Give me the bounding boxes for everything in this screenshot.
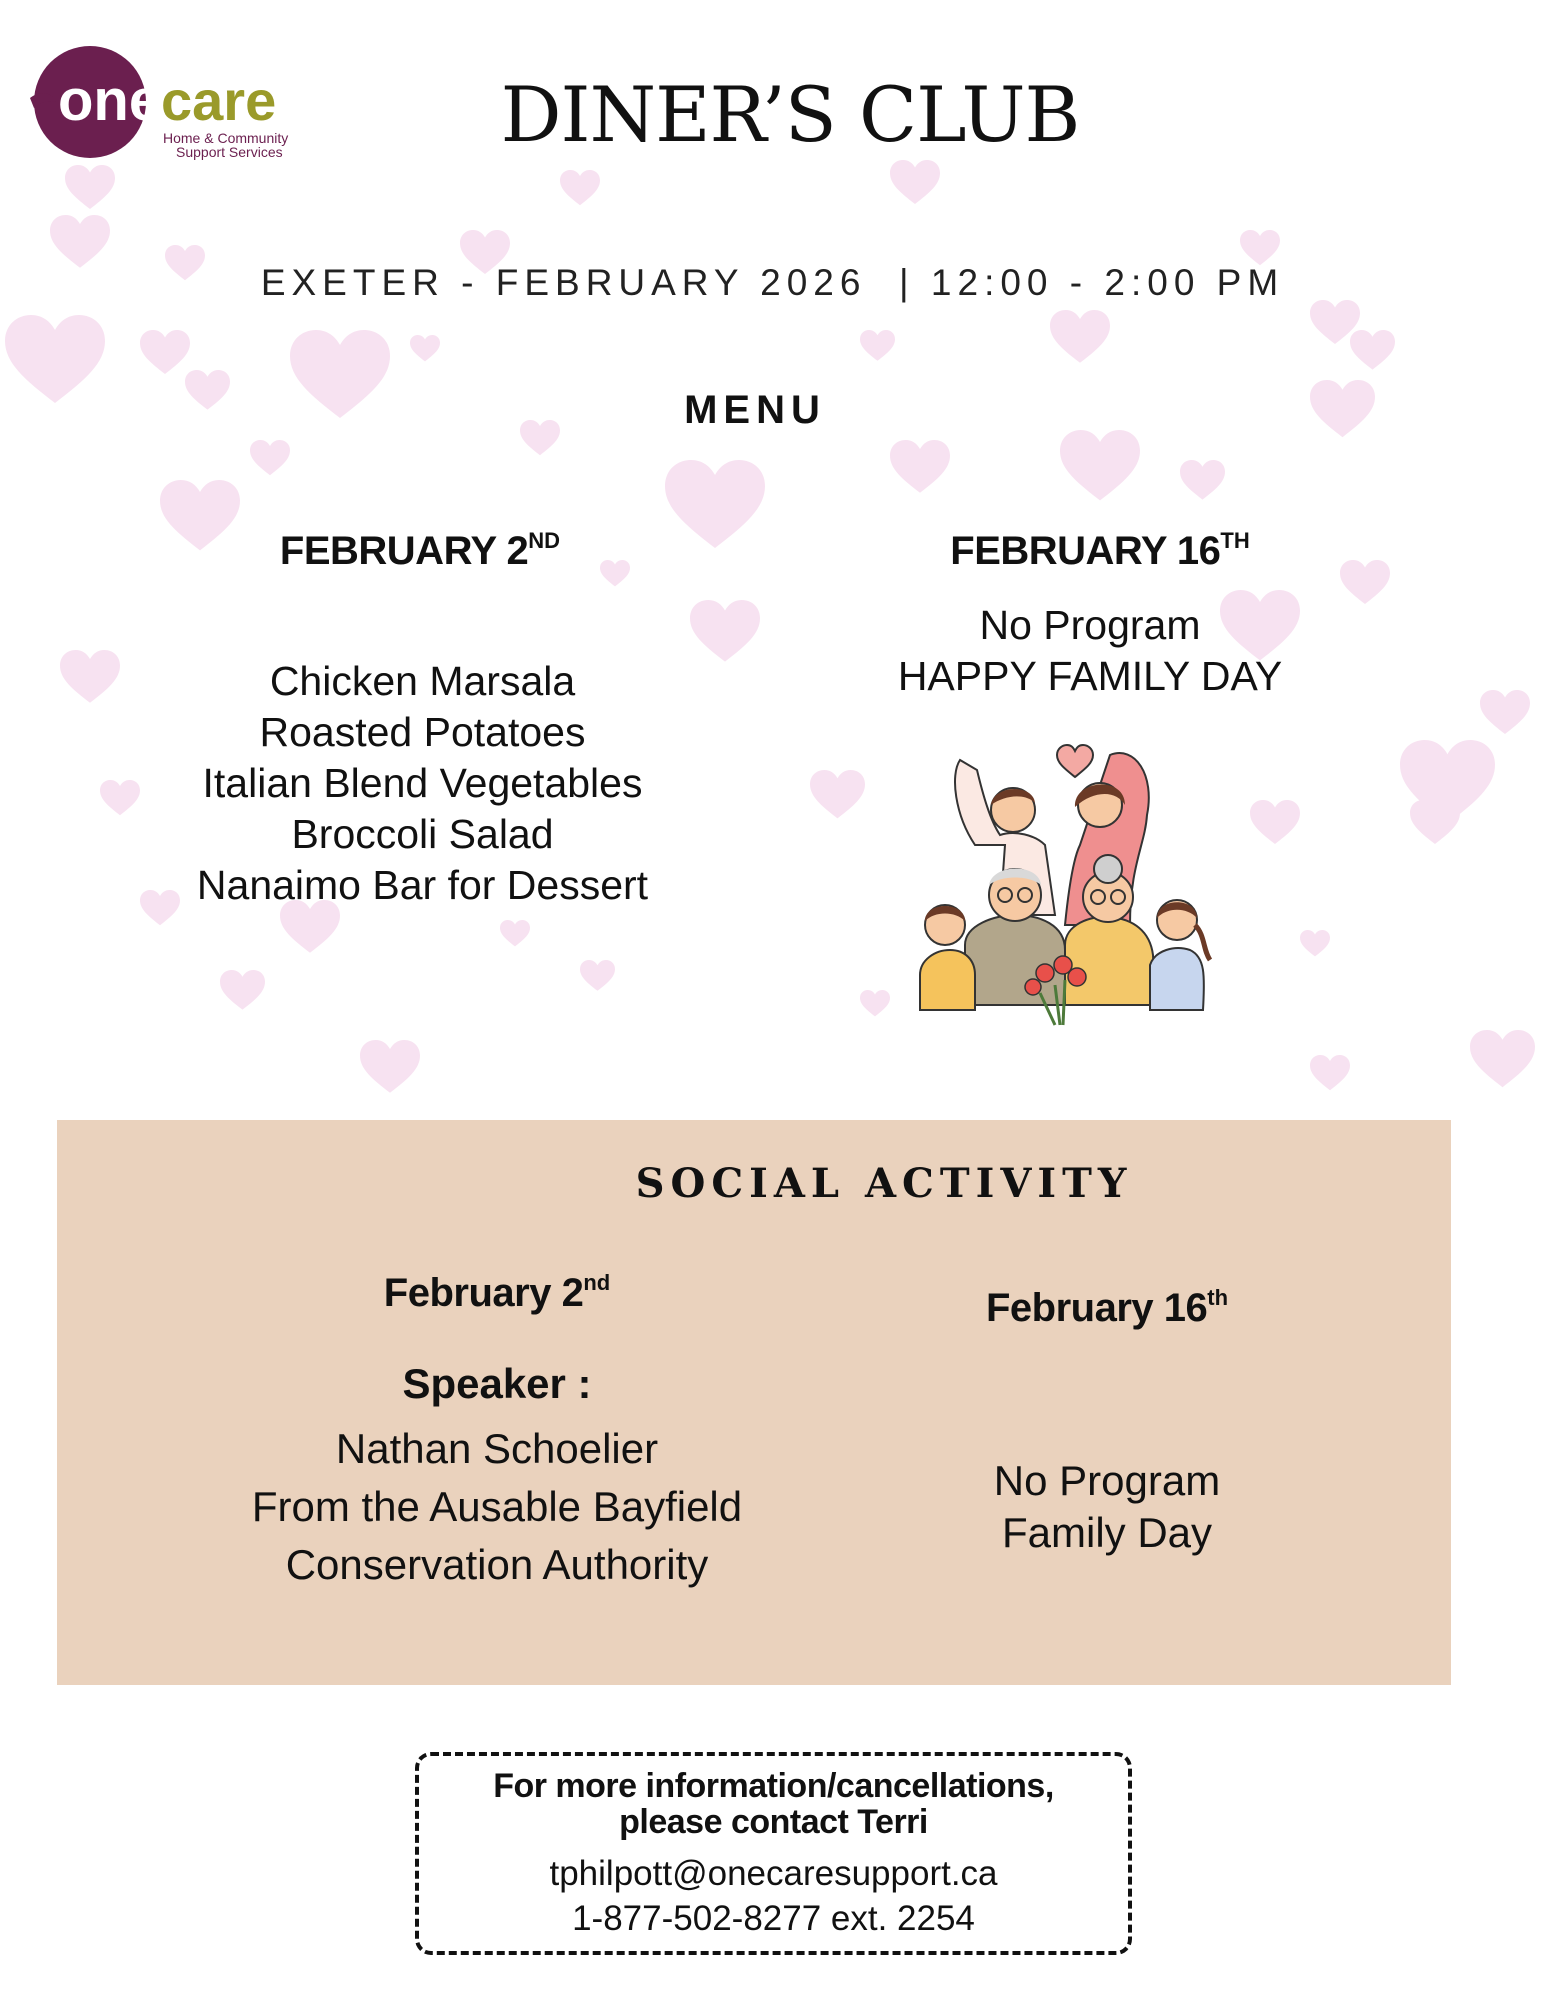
- contact-email[interactable]: tphilpott@onecaresupport.ca: [549, 1854, 998, 1893]
- social-note: No Program: [993, 1457, 1221, 1504]
- logo-one-text: one: [58, 68, 162, 133]
- contact-phone[interactable]: 1-877-502-8277 ext. 2254: [572, 1899, 975, 1938]
- contact-heading: [419, 1768, 1128, 1840]
- logo-tagline-1: Home & Community: [163, 130, 289, 146]
- menu-item: Roasted Potatoes: [259, 709, 586, 755]
- onecare-logo: [28, 42, 328, 172]
- menu-notes-feb-16: [860, 600, 1320, 702]
- menu-date-feb-2: [200, 528, 640, 574]
- speaker-line: Nathan Schoelier: [335, 1425, 659, 1472]
- social-date-feb-2: [197, 1270, 797, 1316]
- menu-note: No Program: [979, 602, 1201, 648]
- contact-heading-line: For more information/cancellations,: [493, 1767, 1054, 1805]
- menu-items-feb-2: [100, 656, 745, 911]
- social-date-text: February 2: [383, 1271, 584, 1315]
- menu-date-text: FEBRUARY 16: [950, 529, 1221, 573]
- menu-item: Nanaimo Bar for Dessert: [196, 862, 649, 908]
- speaker-line: From the Ausable Bayfield: [251, 1483, 743, 1530]
- social-notes-feb-16: [857, 1455, 1357, 1559]
- menu-note: HAPPY FAMILY DAY: [897, 653, 1283, 699]
- menu-date-suffix: TH: [1220, 528, 1250, 553]
- social-date-suffix: nd: [583, 1270, 611, 1295]
- menu-date-text: FEBRUARY 2: [279, 529, 529, 573]
- menu-date-feb-16: [880, 528, 1320, 574]
- social-activity-heading: SOCIAL ACTIVITY: [635, 1160, 1133, 1207]
- social-date-suffix: th: [1207, 1285, 1229, 1310]
- social-date-feb-16: [857, 1285, 1357, 1331]
- social-note: Family Day: [1001, 1509, 1213, 1556]
- happy-family-illustration: [905, 735, 1225, 1050]
- logo-care-text: care: [161, 69, 277, 132]
- contact-info-box: [415, 1752, 1132, 1955]
- menu-item: Italian Blend Vegetables: [202, 760, 643, 806]
- social-activity-panel: [57, 1120, 1451, 1685]
- speaker-details: [137, 1420, 857, 1594]
- menu-item: Chicken Marsala: [269, 658, 576, 704]
- menu-date-suffix: ND: [528, 528, 561, 553]
- speaker-line: Conservation Authority: [285, 1541, 709, 1588]
- speaker-label: Speaker :: [402, 1360, 592, 1407]
- logo-tagline-2: Support Services: [176, 144, 283, 160]
- page-title: DINER’S CLUB: [500, 70, 1080, 159]
- menu-heading: MENU: [684, 388, 826, 432]
- contact-heading-line: please contact Terri: [619, 1803, 928, 1841]
- menu-item: Broccoli Salad: [291, 811, 554, 857]
- event-subtitle: EXETER - FEBRUARY 2026 | 12:00 - 2:00 PM: [260, 262, 1285, 303]
- social-date-text: February 16: [985, 1286, 1208, 1330]
